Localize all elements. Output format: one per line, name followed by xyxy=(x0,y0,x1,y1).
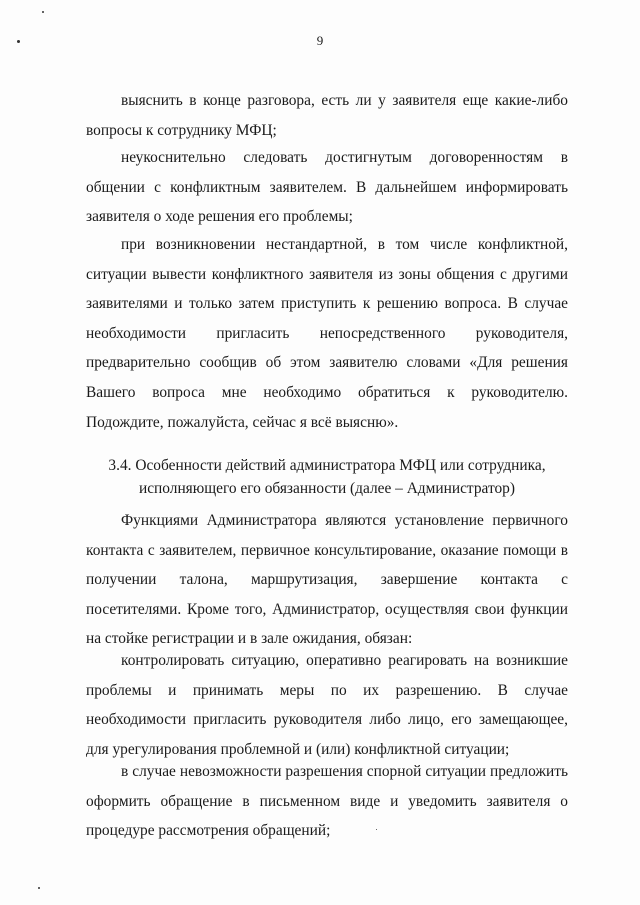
paragraph-administrator-functions: Функциями Администратора являются установление первичного контакта с заявителем, первичное консультирование, оказание помощи в получении талона, маршрутизация, завершение контакта с посетителями. Кроме того, Администратор, осуществляя свои функции на стойке регистрации и в зале ожидания, обязан: xyxy=(86,512,568,648)
paragraph-written-appeal: в случае невозможности разрешения спорной ситуации предложить оформить обращение в письменном виде и уведомить заявителя о процедуре рассмотрения обращений; xyxy=(86,763,568,840)
paragraph-clarify-questions: выяснить в конце разговора, есть ли у заявителя еще какие-либо вопросы к сотруднику МФЦ; xyxy=(86,92,568,139)
section-heading-line-1: 3.4. Особенности действий администратора МФЦ или сотрудника, xyxy=(108,457,546,474)
paragraph-nonstandard-situation: при возникновении нестандартной, в том числе конфликтной, ситуации вывести конфликтного заявителя из зоны общения с другими заявителями и только затем приступить к решению вопроса. В случае необходимости пригласить непосредственного руководителя, предварительно сообщив об этом заявителю словами «Для решения Вашего вопроса мне необходимо обратиться к руководителю. Подождите, пожалуйста, сейчас я всё выясню». xyxy=(86,236,568,431)
paragraph-control-situation: контролировать ситуацию, оперативно реагировать на возникшие проблемы и принимать меры по их разрешению. В случае необходимости пригласить руководителя либо лицо, его замещающее, для урегулирования проблемной и (или) конфликтной ситуации; xyxy=(86,652,568,758)
scan-speck xyxy=(42,11,44,13)
scan-speck xyxy=(38,887,40,889)
section-heading xyxy=(86,454,568,500)
section-heading-line-2: исполняющего его обязанности (далее – Администратор) xyxy=(138,480,516,497)
scan-speck xyxy=(376,829,377,830)
page-number: 9 xyxy=(316,33,324,48)
paragraph-follow-agreements: неукоснительно следовать достигнутым договоренностям в общении с конфликтным заявителем. В дальнейшем информировать заявителя о ходе решения его проблемы; xyxy=(86,149,568,226)
scan-speck xyxy=(17,40,20,43)
